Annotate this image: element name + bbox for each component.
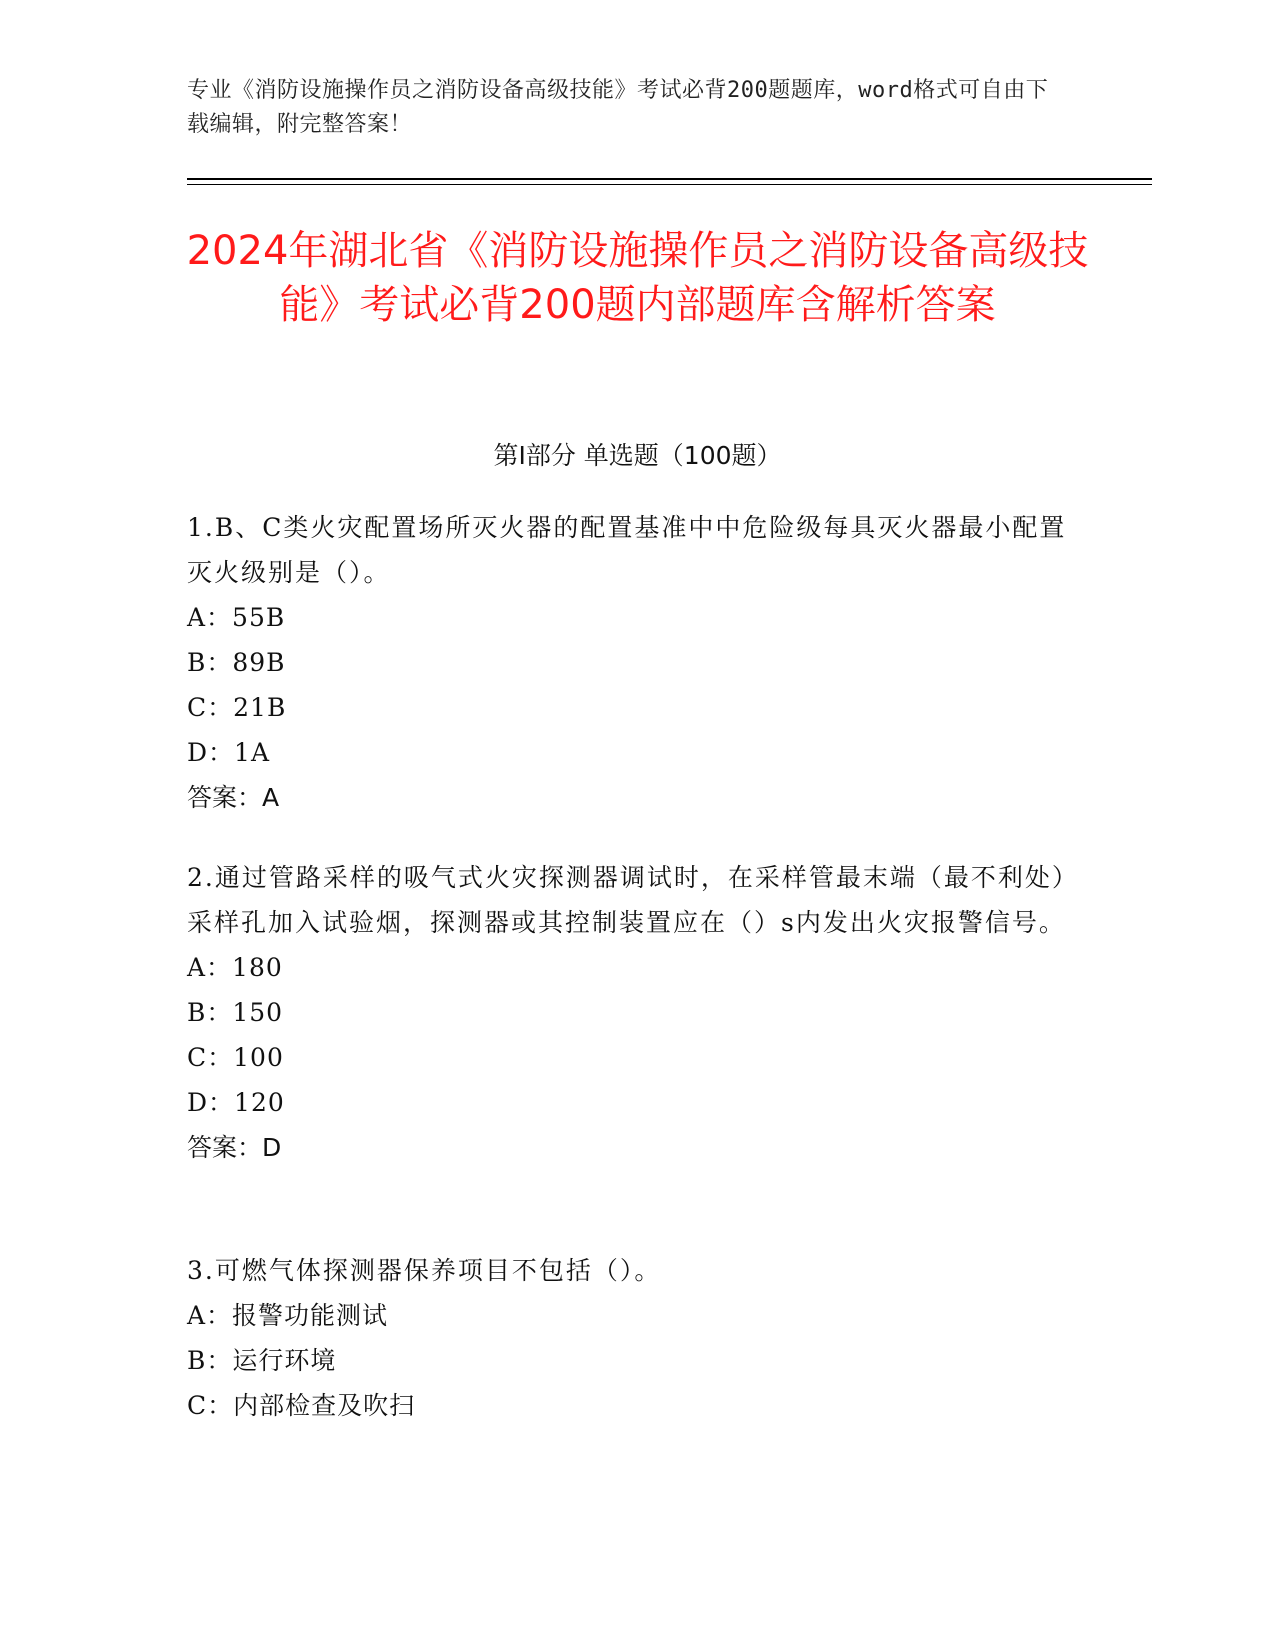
question-stem: 1.B、C类火灾配置场所灭火器的配置基准中中危险级每具灭火器最小配置灭火级别是（）。 <box>187 513 1067 587</box>
section-heading: 第I部分 单选题（100题） <box>493 441 782 470</box>
header-divider-thin <box>187 184 1152 185</box>
option-d: D：120 <box>187 1088 285 1117</box>
answer: 答案：D <box>187 1133 282 1162</box>
option-b: B：150 <box>187 998 284 1027</box>
question-stem: 2.通过管路采样的吸气式火灾探测器调试时，在采样管最末端（最不利处）采样孔加入试验烟，探测器或其控制装置应在（）s内发出火灾报警信号。 <box>187 863 1079 937</box>
option-d: D：1A <box>187 738 271 767</box>
question-3 <box>187 1248 1087 1428</box>
option-c: C：内部检查及吹扫 <box>187 1391 416 1420</box>
option-a: A：报警功能测试 <box>187 1301 389 1330</box>
option-b: B：89B <box>187 648 286 677</box>
header-divider-thick <box>187 178 1152 180</box>
question-2 <box>187 855 1087 1170</box>
option-c: C：21B <box>187 693 287 722</box>
question-1 <box>187 505 1087 820</box>
option-a: A：180 <box>187 953 283 982</box>
answer: 答案：A <box>187 783 280 812</box>
document-title: 2024年湖北省《消防设施操作员之消防设备高级技能》考试必背200题内部题库含解析答案 <box>186 228 1089 328</box>
option-b: B：运行环境 <box>187 1346 337 1375</box>
question-stem: 3.可燃气体探测器保养项目不包括（）。 <box>187 1256 662 1285</box>
option-c: C：100 <box>187 1043 284 1072</box>
option-a: A：55B <box>187 603 286 632</box>
header-note: 专业《消防设施操作员之消防设备高级技能》考试必背200题题库，word格式可自由下载编辑，附完整答案！ <box>187 78 1049 137</box>
